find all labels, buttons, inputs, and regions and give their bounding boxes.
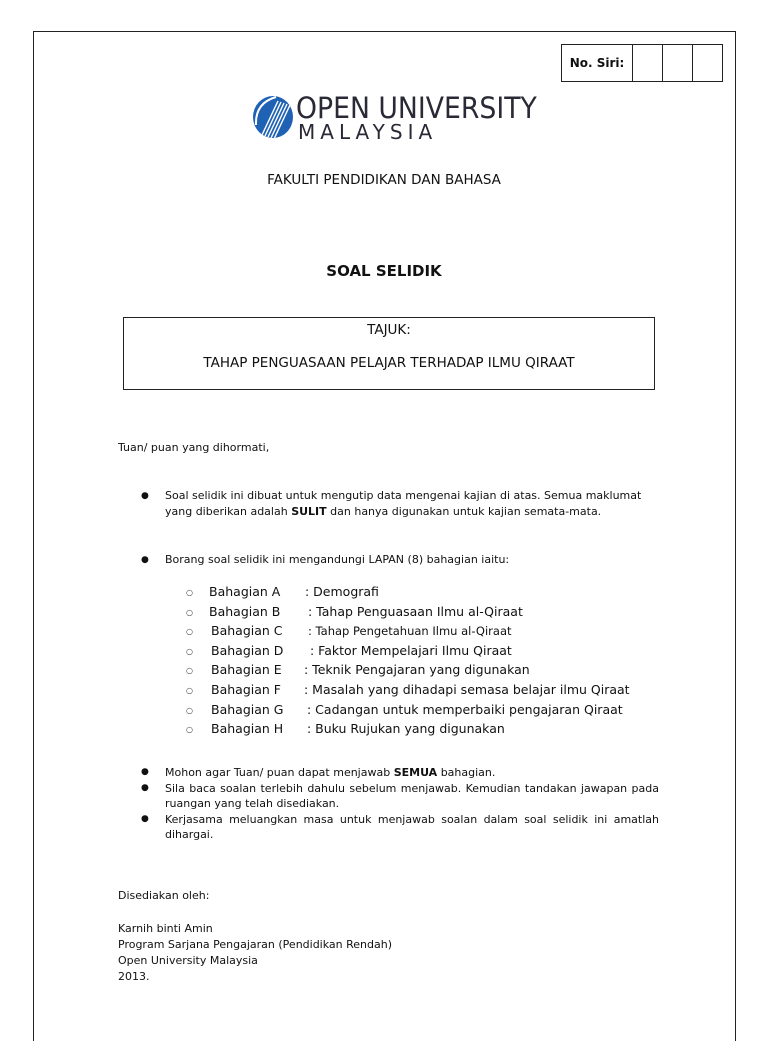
para1-text: Soal selidik ini dibuat untuk mengutip data mengenai kajian di atas. Semua maklumat yang diberikan adalah	[165, 489, 642, 518]
instruction-item	[141, 781, 661, 812]
form-title: SOAL SELIDIK	[326, 262, 442, 280]
circle-bullet-icon: ○	[186, 666, 193, 676]
university-logo	[252, 91, 537, 149]
title-heading: TAJUK:	[367, 322, 411, 338]
author-name: Karnih binti Amin	[118, 922, 213, 935]
title-box	[123, 317, 655, 390]
faculty-name: FAKULTI PENDIDIKAN DAN BAHASA	[267, 172, 501, 188]
section-desc: : Demografi	[305, 584, 379, 599]
section-desc: : Cadangan untuk memperbaiki pengajaran Qiraat	[307, 701, 623, 717]
section-name: Bahagian H	[211, 721, 284, 737]
bullet-icon: ●	[141, 555, 149, 565]
salutation: Tuan/ puan yang dihormati,	[118, 441, 270, 454]
circle-bullet-icon: ○	[186, 685, 193, 695]
serial-number-box	[561, 44, 723, 82]
author-university: Open University Malaysia	[118, 954, 258, 967]
instruction-text-end: bahagian.	[437, 766, 496, 779]
intro-bullet-confidential	[141, 488, 661, 520]
oum-globe-icon	[252, 95, 294, 139]
serial-digit-box[interactable]	[693, 45, 722, 81]
logo-text-line1: OPEN UNIVERSITY	[296, 91, 537, 125]
instruction-text: Kerjasama meluangkan masa untuk menjawab soalan dalam soal selidik ini amatlah dihargai.	[165, 812, 659, 842]
intro-bullet-sections	[141, 552, 661, 568]
author-year: 2013.	[118, 970, 150, 983]
bullet-icon: ●	[141, 782, 149, 793]
para1-text-end: dan hanya digunakan untuk kajian semata-mata.	[326, 505, 602, 518]
research-title: TAHAP PENGUASAAN PELAJAR TERHADAP ILMU QIRAAT	[203, 355, 575, 371]
circle-bullet-icon: ○	[186, 646, 193, 656]
bullet-icon: ●	[141, 767, 149, 777]
para2-text: Borang soal selidik ini mengandungi LAPAN (8) bahagian iaitu:	[165, 553, 510, 566]
serial-digit-box[interactable]	[633, 45, 663, 81]
instruction-bold: SEMUA	[393, 766, 438, 779]
section-desc: : Tahap Penguasaan Ilmu al-Qiraat	[308, 603, 523, 619]
serial-label: No. Siri:	[562, 45, 633, 81]
prepared-by-label: Disediakan oleh:	[118, 889, 210, 902]
section-name: Bahagian G	[211, 701, 284, 717]
author-block	[118, 921, 392, 985]
instruction-item	[141, 812, 661, 843]
section-name: Bahagian A	[209, 584, 281, 599]
circle-bullet-icon: ○	[186, 705, 193, 715]
instruction-item	[141, 765, 661, 781]
author-program: Program Sarjana Pengajaran (Pendidikan Rendah)	[118, 938, 393, 951]
bullet-icon: ●	[141, 491, 149, 501]
section-name: Bahagian B	[209, 603, 281, 619]
section-name: Bahagian D	[211, 642, 284, 658]
section-name: Bahagian E	[211, 662, 282, 678]
circle-bullet-icon: ○	[186, 607, 193, 617]
serial-digit-box[interactable]	[663, 45, 693, 81]
instruction-text: Sila baca soalan terlebih dahulu sebelum menjawab. Kemudian tandakan jawapan pada ruangan yang telah disediakan.	[165, 781, 659, 811]
instruction-list	[141, 765, 661, 843]
circle-bullet-icon: ○	[186, 588, 193, 597]
section-name: Bahagian C	[211, 623, 283, 639]
section-desc: : Faktor Mempelajari Ilmu Qiraat	[310, 642, 512, 658]
section-desc: : Teknik Pengajaran yang digunakan	[304, 662, 530, 678]
logo-text-line2: MALAYSIA	[298, 120, 438, 144]
section-name: Bahagian F	[211, 681, 281, 697]
circle-bullet-icon: ○	[186, 725, 193, 735]
section-desc: : Buku Rujukan yang digunakan	[307, 721, 505, 737]
bullet-icon: ●	[141, 813, 149, 824]
circle-bullet-icon: ○	[186, 627, 193, 637]
instruction-text: Mohon agar Tuan/ puan dapat menjawab	[165, 766, 394, 779]
para1-bold: SULIT	[291, 505, 327, 518]
section-desc: : Masalah yang dihadapi semasa belajar ilmu Qiraat	[304, 681, 630, 697]
section-desc: : Tahap Pengetahuan Ilmu al-Qiraat	[308, 624, 512, 639]
